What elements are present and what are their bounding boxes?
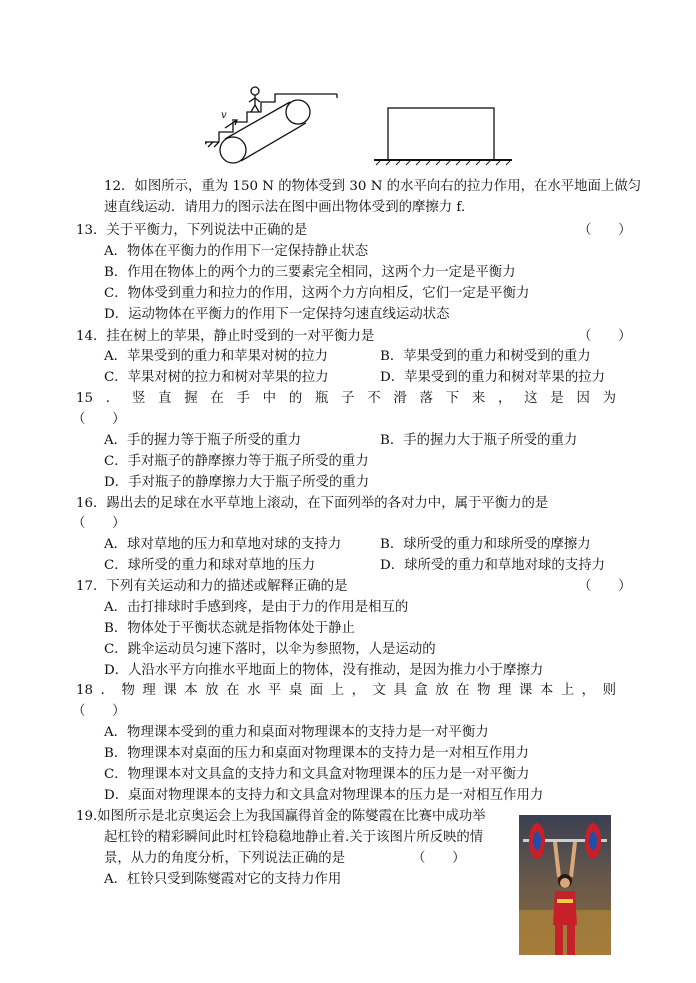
q16-option-a: A．球对草地的压力和草地对球的支持力 [104, 537, 342, 552]
q15-answer-blank[interactable]: （ ） [72, 412, 126, 427]
q13-option-b: B．作用在物体上的两个力的三要素完全相同，这两个力一定是平衡力 [104, 265, 516, 280]
q13-option-d: D．运动物体在平衡力的作用下一定保持匀速直线运动状态 [104, 307, 450, 322]
q17-option-a: A．击打排球时手感到疼，是由于力的作用是相互的 [104, 600, 409, 615]
q18-option-c: C．物理课本对文具盒的支持力和文具盒对物理课本的压力是一对平衡力 [104, 767, 530, 782]
velocity-label: v [221, 110, 227, 121]
q15-option-b: B．手的握力大于瓶子所受的重力 [380, 433, 578, 448]
weightlifter-photo [519, 815, 611, 955]
q17-option-b: B．物体处于平衡状态就是指物体处于静止 [104, 621, 355, 636]
block-on-ground-figure [372, 104, 514, 168]
q18-stem: 18．物理课本放在水平桌面上，文具盒放在物理课本上，则 [76, 683, 616, 698]
q14-option-a: A．苹果受到的重力和苹果对树的拉力 [104, 349, 328, 364]
q14-stem: 14．挂在树上的苹果，静止时受到的一对平衡力是 [76, 329, 375, 344]
q14-option-b: B．苹果受到的重力和树受到的重力 [380, 349, 591, 364]
q16-option-d: D．球所受的重力和草地对球的支持力 [380, 558, 605, 573]
q16-option-c: C．球所受的重力和球对草地的压力 [104, 558, 316, 573]
q13-stem: 13．关于平衡力，下列说法中正确的是 [76, 223, 308, 238]
q19-line1: 19.如图所示是北京奥运会上为我国赢得首金的陈燮霞在比赛中成功举 [76, 809, 486, 824]
q12-line1: 12．如图所示，重为 150 N 的物体受到 30 N 的水平向右的拉力作用，在水平地面上做匀 [104, 179, 642, 194]
q17-answer-blank[interactable]: （ ） [578, 579, 632, 594]
weightlifter-photo-icon [519, 815, 611, 955]
escalator-figure [205, 86, 345, 170]
q13-option-c: C．物体受到重力和拉力的作用，这两个力方向相反，它们一定是平衡力 [104, 286, 530, 301]
q14-option-d: D．苹果受到的重力和树对苹果的拉力 [380, 370, 605, 385]
q13-answer-blank[interactable]: （ ） [578, 223, 632, 238]
q18-answer-blank[interactable]: （ ） [72, 704, 126, 719]
q15-option-c: C．手对瓶子的静摩擦力等于瓶子所受的重力 [104, 454, 369, 469]
q13-option-a: A．物体在平衡力的作用下一定保持静止状态 [104, 244, 369, 259]
q15-option-d: D．手对瓶子的静摩擦力大于瓶子所受的重力 [104, 475, 370, 490]
q16-stem: 16．踢出去的足球在水平草地上滚动，在下面列举的各对力中，属于平衡力的是 [76, 496, 549, 511]
q16-answer-blank[interactable]: （ ） [72, 516, 126, 531]
q17-option-d: D．人沿水平方向推水平地面上的物体，没有推动，是因为推力小于摩擦力 [104, 663, 544, 678]
q18-option-a: A．物理课本受到的重力和桌面对物理课本的支持力是一对平衡力 [104, 725, 489, 740]
q15-stem: 15．竖直握在手中的瓶子不滑落下来，这是因为 [76, 391, 616, 406]
q12-line2: 速直线运动．请用力的图示法在图中画出物体受到的摩擦力 f. [104, 200, 466, 215]
q15-option-a: A．手的握力等于瓶子所受的重力 [104, 433, 302, 448]
q18-option-d: D．桌面对物理课本的支持力和文具盒对物理课本的压力是一对相互作用力 [104, 788, 544, 803]
q19-option-a: A．杠铃只受到陈燮霞对它的支持力作用 [104, 872, 342, 887]
q19-line2: 起杠铃的精彩瞬间此时杠铃稳稳地静止着.关于该图片所反映的情 [104, 830, 484, 845]
q14-answer-blank[interactable]: （ ） [578, 329, 632, 344]
q17-stem: 17．下列有关运动和力的描述或解释正确的是 [76, 579, 348, 594]
q14-option-c: C．苹果对树的拉力和树对苹果的拉力 [104, 370, 329, 385]
q19-answer-blank[interactable]: （ ） [412, 851, 466, 866]
q19-line3: 景，从力的角度分析，下列说法正确的是 [104, 851, 346, 866]
q16-option-b: B．球所受的重力和球所受的摩擦力 [380, 537, 591, 552]
q18-option-b: B．物理课本对桌面的压力和桌面对物理课本的支持力是一对相互作用力 [104, 746, 529, 761]
q17-option-c: C．跳伞运动员匀速下落时，以伞为参照物，人是运动的 [104, 642, 436, 657]
